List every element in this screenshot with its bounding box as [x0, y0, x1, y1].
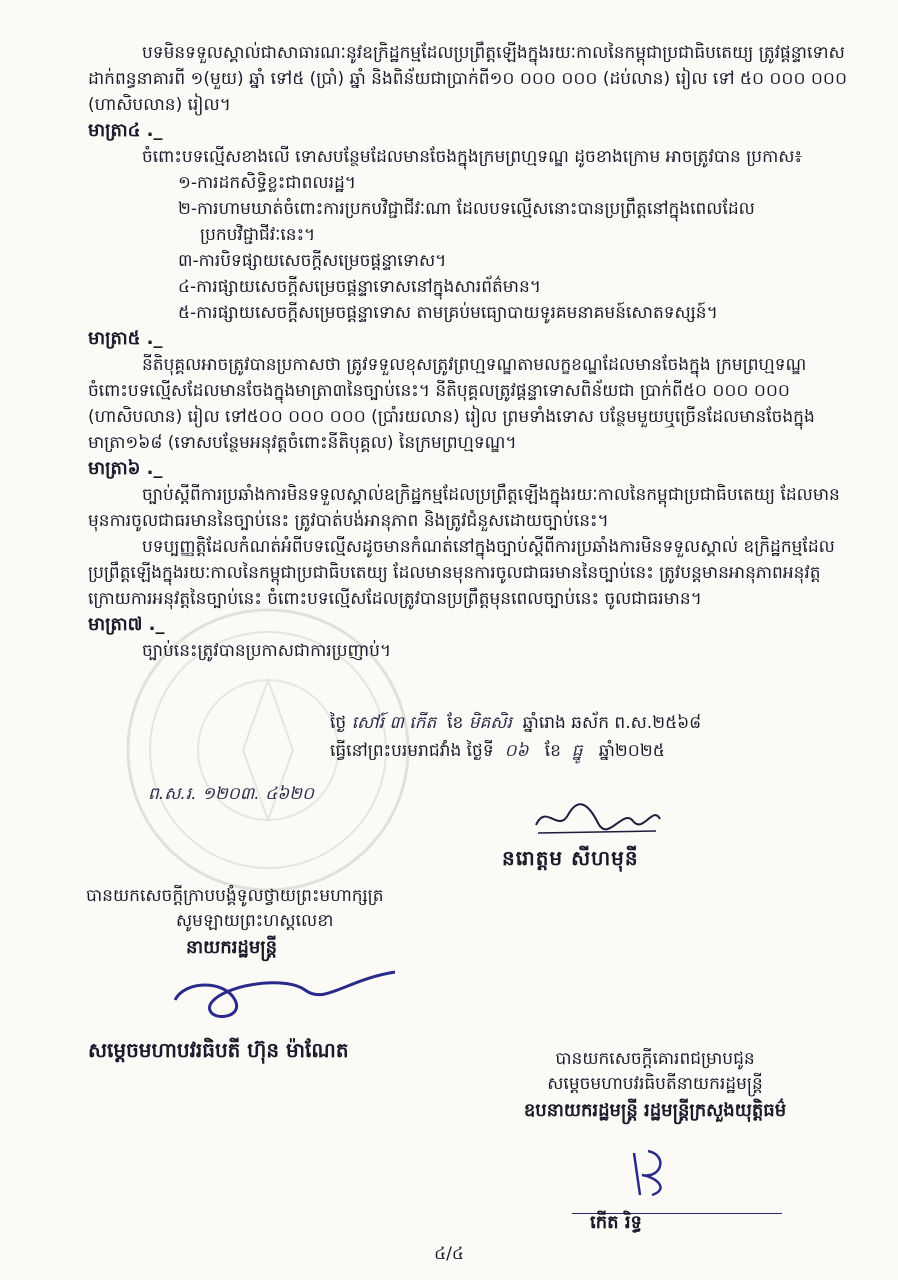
paragraph-article6-b: បទប្បញ្ញត្តិដែលកំណត់អំពីបទល្មើសដូចមានកំណត់នៅក្នុងច្បាប់ស្តីពីការប្រឆាំងការមិនទទួលស្គាល់ ឧក្រិដ្ឋកម្មដែលប្រព្រឹត្តឡើងក្នុងរយៈកាលនៃកម្ពុជាប្រជាធិបតេយ្យ ដែលមានមុនការចូលជាធរមាននៃច្បាប់នេះ ត្រូវបន្តមានអានុភាពអនុវត្តក្រោយការអនុវត្តនៃច្បាប់នេះ ចំពោះបទល្មើសដែលត្រូវបានប្រព្រឹត្តមុនពេលច្បាប់នេះ ចូលជាធរមាន។ — [88, 537, 835, 609]
handwritten-day: សៅរ៍ ៣ កើត — [351, 713, 437, 733]
handwritten-day: ០៦ — [504, 741, 529, 761]
dpm-line1: បានយកសេចក្តីគោរពជម្រាបជូន — [555, 1049, 755, 1069]
article-7-heading: មាត្រា៧ ._ — [88, 614, 165, 635]
handwritten-month: ធ្នូ — [571, 741, 583, 761]
law-text-upper — [88, 40, 848, 664]
list-item-continuation: ប្រកបវិជ្ជាជីវៈនេះ។ — [200, 225, 316, 245]
paragraph-article3-end: បទមិនទទួលស្គាល់ជាសាធារណៈនូវឧក្រិដ្ឋកម្មដែលប្រព្រឹត្តឡើងក្នុងរយៈកាលនៃកម្ពុជាប្រជាធិបតេយ្យ ត្រូវផ្តន្ទាទោសដាក់ពន្ធនាគារពី ១(មួយ) ឆ្នាំ ទៅ៥ (ប្រាំ) ឆ្នាំ និងពិន័យជាប្រាក់ពី១០ ០០០ ០០០ (ដប់លាន) រៀល ទៅ ៥០ ០០០ ០០០ (ហាសិបលាន) រៀល។ — [88, 43, 848, 115]
article-5-heading: មាត្រា៥ ._ — [88, 328, 163, 349]
handwritten-month: មិគសិរ — [468, 713, 512, 733]
pm-signature — [165, 960, 405, 1030]
dpm-name: កើត រិទ្ធ — [590, 1212, 642, 1233]
article-4-heading: មាត្រា៤ ._ — [88, 120, 163, 141]
list-item: ១-ការដកសិទ្ធិខ្លះជាពលរដ្ឋ។ — [178, 173, 356, 193]
pm-countersign-block — [86, 885, 384, 962]
paragraph-article7: ច្បាប់នេះត្រូវបានប្រកាសជាការប្រញាប់។ — [142, 641, 392, 661]
king-signature — [528, 793, 668, 843]
dpm-title: ឧបនាយករដ្ឋមន្ត្រី រដ្ឋមន្ត្រីក្រសួងយុត្តិធម៌ — [523, 1100, 787, 1121]
article-6-heading: មាត្រា៦ ._ — [88, 458, 163, 479]
page-number: ៤/៤ — [434, 1244, 464, 1264]
list-item: ៣-ការបិទផ្សាយសេចក្តីសម្រេចផ្តន្ទាទោស។ — [178, 251, 447, 271]
pm-line2: សូមឡាយព្រះហស្តលេខា — [176, 911, 334, 931]
dpm-line2: សម្តេចមហាបវរធិបតីនាយករដ្ឋមន្ត្រី — [547, 1074, 763, 1094]
date-line-solar: ធ្វើនៅព្រះបរមរាជវាំង ថ្ងៃទី ០៦ ខែ ធ្នូ ឆ្នាំ២០២៥ — [330, 741, 665, 761]
pm-name: សម្តេចមហាបវរធិបតី ហ៊ុន ម៉ាណែត — [88, 1038, 349, 1062]
king-name: នរោត្តម សីហមុនី — [502, 846, 639, 870]
dpm-signature — [620, 1145, 680, 1205]
pm-line1: បានយកសេចក្តីក្រាបបង្គំទូលថ្វាយព្រះមហាក្សត្រ — [86, 886, 384, 906]
reference-number: ព.ស.រ. ១២០៣. ៤៦២០ — [148, 784, 315, 804]
list-item: ៥-ការផ្សាយសេចក្តីសម្រេចផ្តន្ទាទោស តាមគ្រប់មធ្យោបាយទូរគមនាគមន៍សោតទស្សន៍។ — [178, 303, 718, 323]
paragraph-article4: ចំពោះបទល្មើសខាងលើ ទោសបន្ថែមដែលមានចែងក្នុងក្រមព្រហ្មទណ្ឌ ដូចខាងក្រោម អាចត្រូវបាន ប្រកាស៖ — [142, 147, 802, 167]
paragraph-article6-a: ច្បាប់ស្តីពីការប្រឆាំងការមិនទទួលស្គាល់ឧក្រិដ្ឋកម្មដែលប្រព្រឹត្តឡើងក្នុងរយៈកាលនៃកម្ពុជាប្រជាធិបតេយ្យ ដែលមានមុនការចូលជាធរមាននៃច្បាប់នេះ ត្រូវបាត់បង់អានុភាព និងត្រូវជំនួសដោយច្បាប់នេះ។ — [88, 485, 840, 531]
penalty-list — [88, 170, 848, 326]
list-item: ៤-ការផ្សាយសេចក្តីសម្រេចផ្តន្ទាទោសនៅក្នុងសារព័ត៌មាន។ — [178, 277, 541, 297]
dpm-countersign-block — [440, 1048, 870, 1125]
list-item: ២-ការហាមឃាត់ចំពោះការប្រកបវិជ្ជាជីវៈណា ដែលបទល្មើសនោះបានប្រព្រឹត្តនៅក្នុងពេលដែល — [178, 199, 755, 219]
pm-title: នាយករដ្ឋមន្ត្រី — [186, 937, 278, 958]
date-line-lunar: ថ្ងៃ សៅរ៍ ៣ កើត ខែ មិគសិរ ឆ្នាំរោង ឆស័ក ព.ស.២៥៦៨ — [330, 713, 702, 733]
paragraph-article5: នីតិបុគ្គលអាចត្រូវបានប្រកាសថា ត្រូវទទួលខុសត្រូវព្រហ្មទណ្ឌតាមលក្ខខណ្ឌដែលមានចែងក្នុង ក្រមព្រហ្មទណ្ឌ ចំពោះបទល្មើសដែលមានចែងក្នុងមាត្រា៣នៃច្បាប់នេះ។ នីតិបុគ្គលត្រូវផ្តន្ទាទោសពិន័យជា ប្រាក់ពី៥០ ០០០ ០០០ (ហាសិបលាន) រៀល ទៅ៥០០ ០០០ ០០០ (ប្រាំរយលាន) រៀល ព្រមទាំងទោស បន្ថែមមួយឬច្រើនដែលមានចែងក្នុងមាត្រា១៦៨ (ទោសបន្ថែមអនុវត្តចំពោះនីតិបុគ្គល) នៃក្រមព្រហ្មទណ្ឌ។ — [88, 355, 815, 453]
